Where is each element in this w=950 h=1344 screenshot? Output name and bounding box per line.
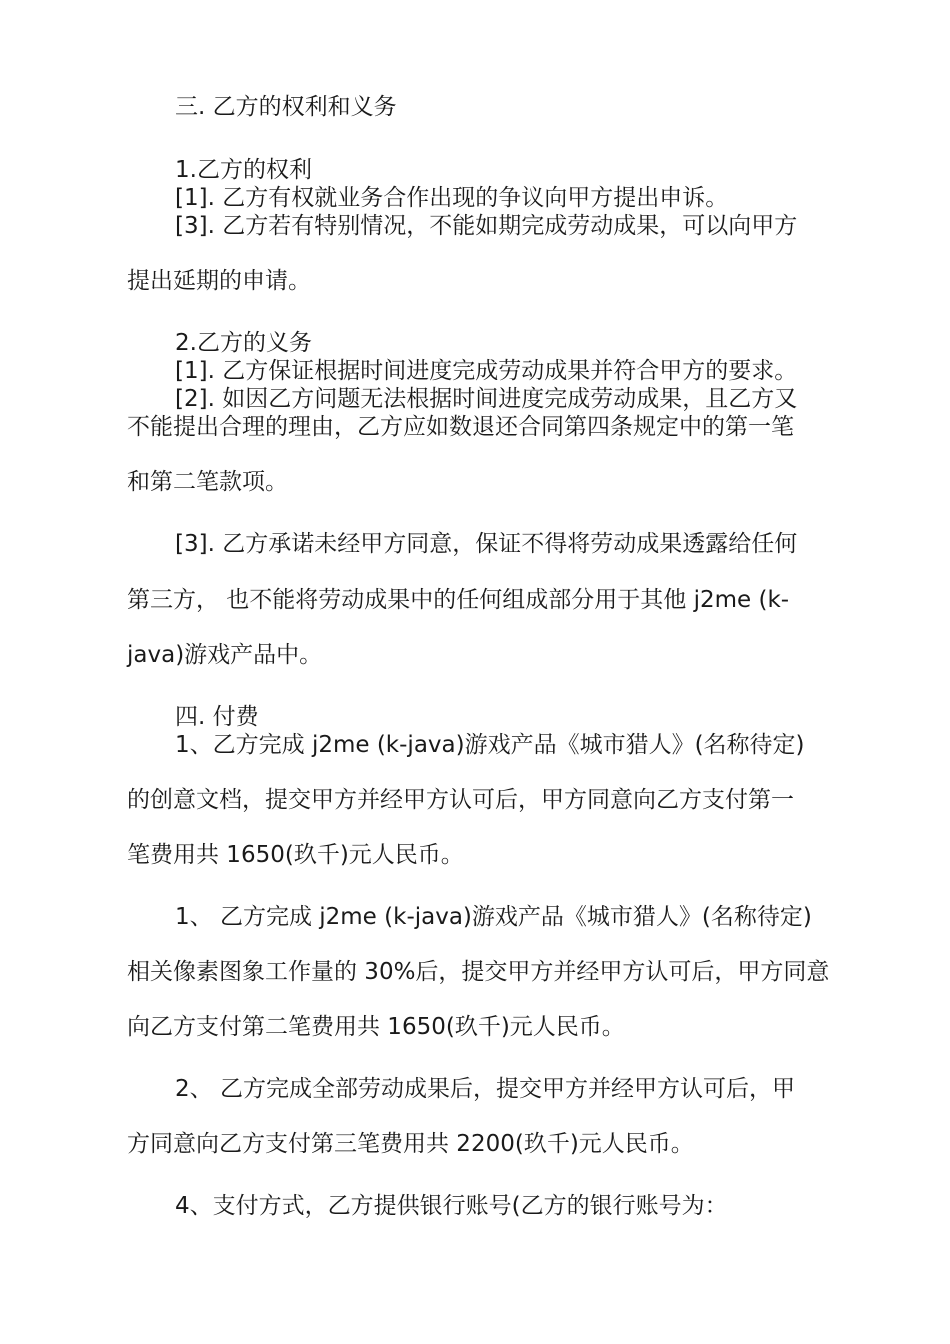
- paragraph-line: [1]. 乙方有权就业务合作出现的争议向甲方提出申诉。: [175, 185, 729, 211]
- paragraph-line: 1、 乙方完成 j2me (k-java)游戏产品《城市猎人》(名称待定): [175, 904, 812, 930]
- paragraph-line: 不能提出合理的理由，乙方应如数退还合同第四条规定中的第一笔: [127, 414, 794, 440]
- section-heading: 四. 付费: [175, 704, 259, 730]
- paragraph-line: 笔费用共 1650(玖千)元人民币。: [127, 842, 464, 868]
- subsection-heading: 2.乙方的义务: [175, 330, 312, 356]
- paragraph-line: [1]. 乙方保证根据时间进度完成劳动成果并符合甲方的要求。: [175, 358, 798, 384]
- paragraph-line: 4、支付方式，乙方提供银行账号(乙方的银行账号为：: [175, 1193, 728, 1219]
- paragraph-line: 和第二笔款项。: [127, 469, 288, 495]
- paragraph-line: [3]. 乙方承诺未经甲方同意，保证不得将劳动成果透露给任何: [175, 531, 798, 557]
- subsection-heading: 1.乙方的权利: [175, 157, 312, 183]
- paragraph-line: 提出延期的申请。: [127, 268, 311, 294]
- paragraph-line: 方同意向乙方支付第三笔费用共 2200(玖千)元人民币。: [127, 1131, 694, 1157]
- paragraph-line: java)游戏产品中。: [127, 642, 323, 668]
- paragraph-line: 的创意文档，提交甲方并经甲方认可后，甲方同意向乙方支付第一: [127, 787, 794, 813]
- paragraph-line: 2、 乙方完成全部劳动成果后，提交甲方并经甲方认可后，甲: [175, 1076, 795, 1102]
- section-heading: 三. 乙方的权利和义务: [175, 94, 397, 120]
- paragraph-line: 1、乙方完成 j2me (k-java)游戏产品《城市猎人》(名称待定): [175, 732, 805, 758]
- paragraph-line: [3]. 乙方若有特别情况，不能如期完成劳动成果，可以向甲方: [175, 213, 798, 239]
- paragraph-line: [2]. 如因乙方问题无法根据时间进度完成劳动成果，且乙方又: [175, 386, 798, 412]
- paragraph-line: 向乙方支付第二笔费用共 1650(玖千)元人民币。: [127, 1014, 625, 1040]
- paragraph-line: 相关像素图象工作量的 30%后，提交甲方并经甲方认可后，甲方同意: [127, 959, 830, 985]
- paragraph-line: 第三方， 也不能将劳动成果中的任何组成部分用于其他 j2me (k-: [127, 587, 790, 613]
